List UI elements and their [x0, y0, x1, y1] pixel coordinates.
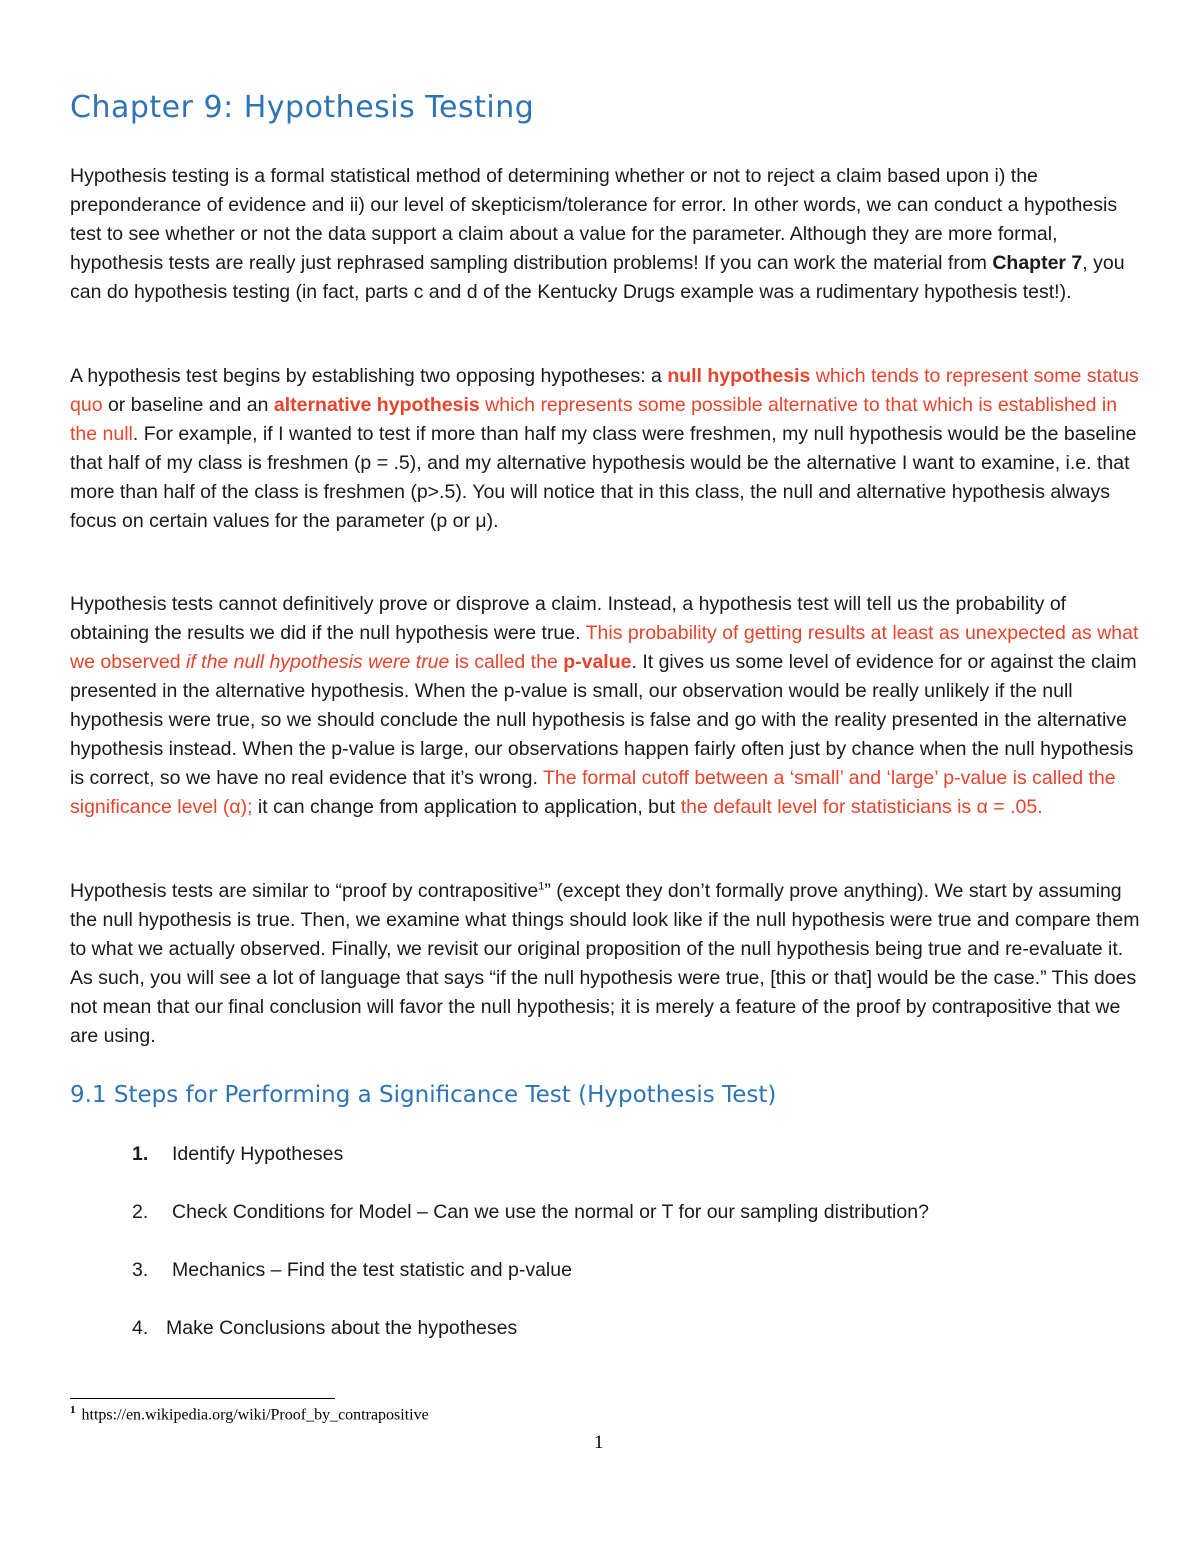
p4-text-b: ” (except they don’t formally prove anything). We start by assuming the null hypothesis is true. Then, we examine what things should look like if the null hypothesis were true and compare them to what we actually observed. Finally, we revisit our original proposition of the null hypothesis being true and re-evaluate it. As such, you will see a lot of language that says “if the null hypothesis were true, [this or that] would be the case.” This does not mean that our final conclusion will favor the null hypothesis; it is merely a feature of the proof by contrapositive that we are using.: [70, 880, 1140, 1047]
null-hypothesis-definition: which tends to represent some status quo: [70, 365, 1139, 416]
p3-text-f: . It gives us some level of evidence for or against the claim presented in the alternative hypothesis. When the p-value is small, our observation would be really unlikely if the null hypothesis were true, so we should conclude the null hypothesis is false and go with the reality presented in the alternative hypothesis instead. When the p-value is large, our observations happen fairly often just by chance when the null hypothesis is correct, so we have no real evidence that it’s wrong.: [70, 651, 1137, 789]
p2-text-a: A hypothesis test begins by establishing two opposing hypotheses: a: [70, 365, 668, 387]
hypotheses-paragraph: [70, 362, 1140, 536]
p4-text-a: Hypothesis tests are similar to “proof by contrapositive: [70, 880, 539, 902]
step-text: Identify Hypotheses: [172, 1143, 344, 1165]
p1-text-c: , you can do hypothesis testing (in fact, parts c and d of the Kentucky Drugs example was a rudimentary hypothesis test!).: [70, 252, 1125, 303]
footnote-reference[interactable]: 1: [538, 880, 545, 893]
p1-text-a: Hypothesis testing is a formal statistical method of determining whether or not to reject a claim based upon i) the preponderance of evidence and ii) our level of skepticism/tolerance for error. In other words, we can conduct a hypothesis test to see whether or not the data support a claim about a value for the parameter. Although they are more formal, hypothesis tests are really just rephrased sampling distribution problems! If you can work the material from: [70, 165, 1118, 274]
step-item: [132, 1256, 572, 1285]
default-alpha-statement: the default level for statisticians is α = .05.: [680, 796, 1043, 818]
footnote: [70, 1404, 429, 1424]
step-text: Check Conditions for Model – Can we use the normal or T for our sampling distribution?: [172, 1201, 929, 1223]
step-text: Make Conclusions about the hypotheses: [166, 1317, 518, 1339]
alternative-hypothesis-term: alternative hypothesis: [273, 394, 480, 416]
step-text: Mechanics – Find the test statistic and p-value: [172, 1259, 572, 1281]
p-value-term: p-value: [563, 651, 632, 673]
contrapositive-paragraph: [70, 877, 1140, 1051]
step-item: [132, 1140, 343, 1169]
p2-text-g: . For example, if I wanted to test if more than half my class were freshmen, my null hypothesis would be the baseline that half of my class is freshmen (p = .5), and my alternative hypothesis would be the alternative I want to examine, i.e. that more than half of the class is freshmen (p>.5). You will notice that in this class, the null and alternative hypothesis always focus on certain values for the parameter (p or μ).: [70, 423, 1137, 532]
chapter-7-reference: Chapter 7: [992, 252, 1083, 274]
footnote-link[interactable]: https://en.wikipedia.org/wiki/Proof_by_contrapositive: [81, 1406, 429, 1424]
p-value-condition: if the null hypothesis were true: [185, 651, 450, 673]
p3-text-a: Hypothesis tests cannot definitively prove or disprove a claim. Instead, a hypothesis test will tell us the probability of obtaining the results we did if the null hypothesis were true.: [70, 593, 1067, 644]
footnote-number: 1: [70, 1404, 76, 1416]
step-item: [132, 1198, 929, 1227]
section-title: 9.1 Steps for Performing a Significance Test (Hypothesis Test): [70, 1082, 777, 1108]
step-number: 1.: [132, 1143, 149, 1165]
p3-text-d: is called the: [449, 651, 564, 673]
p-value-paragraph: [70, 590, 1140, 822]
p3-text-h: it can change from application to application, but: [252, 796, 681, 818]
null-hypothesis-term: null hypothesis: [667, 365, 811, 387]
step-item: [132, 1314, 517, 1343]
chapter-title: Chapter 9: Hypothesis Testing: [70, 90, 535, 125]
p-value-definition: This probability of getting results at least as unexpected as what we observed: [70, 622, 1139, 673]
p2-text-d: or baseline and an: [102, 394, 274, 416]
footnote-divider: [70, 1398, 335, 1399]
significance-level-definition: The formal cutoff between a ‘small’ and ‘large’ p-value is called the significance level (α);: [70, 767, 1116, 818]
step-number: 4.: [132, 1317, 149, 1339]
step-number: 2.: [132, 1201, 149, 1223]
step-number: 3.: [132, 1259, 149, 1281]
alternative-hypothesis-definition: which represents some possible alternative to that which is established in the null: [70, 394, 1118, 445]
page-number: 1: [594, 1432, 604, 1453]
intro-paragraph: [70, 162, 1140, 307]
